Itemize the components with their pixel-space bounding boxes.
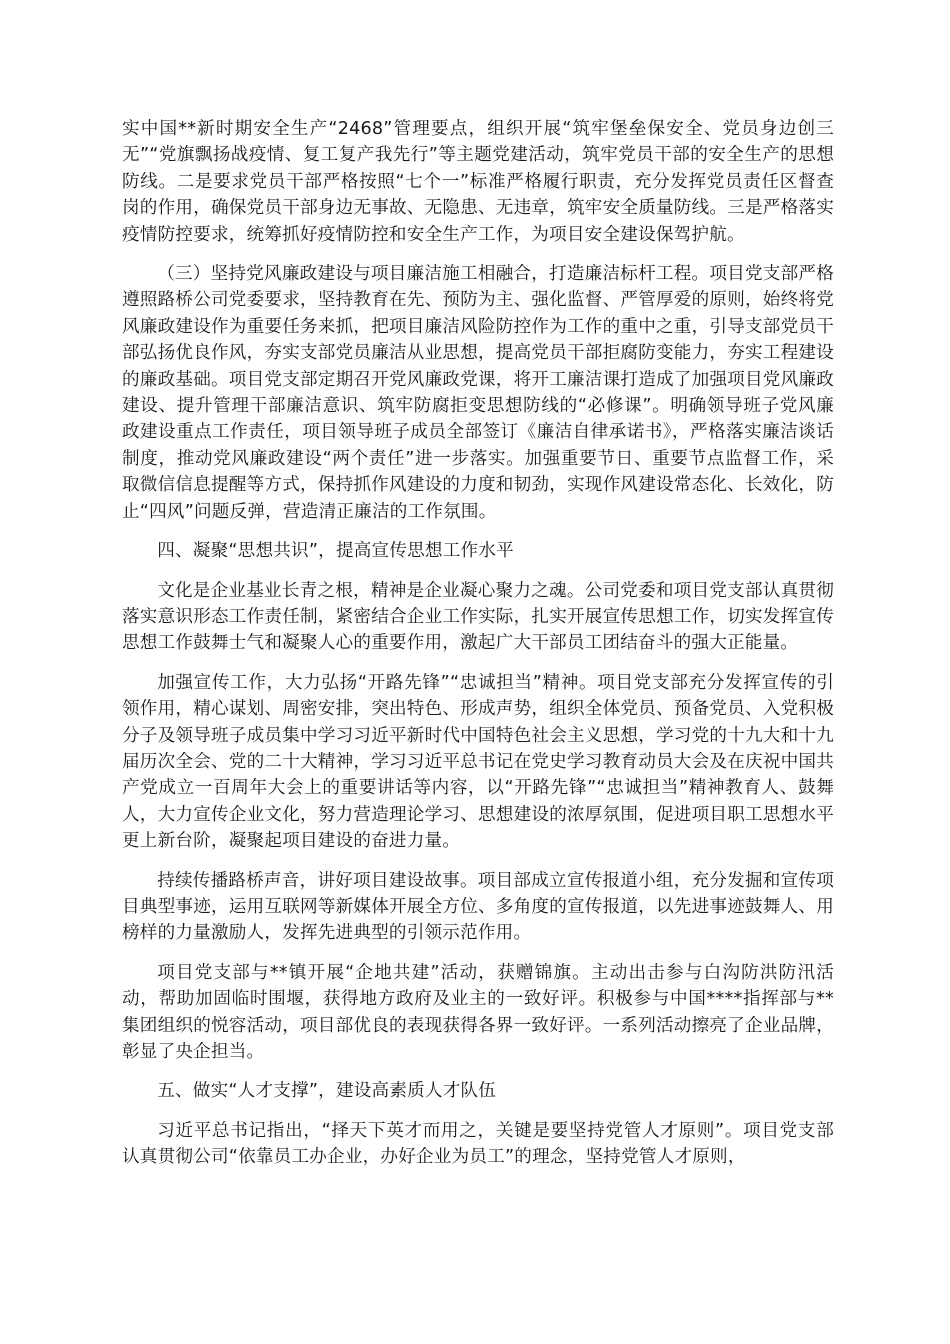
paragraph-project-stories: 持续传播路桥声音，讲好项目建设故事。项目部成立宣传报道小组，充分发掘和宣传项目典型事迹，运用互联网等新媒体开展全方位、多角度的宣传报道，以先进事迹鼓舞人、用榜样的力量激励人，发挥先进典型的引领示范作用。 [122, 870, 834, 944]
paragraph-talent: 习近平总书记指出，“择天下英才而用之，关键是要坚持党管人才原则”。项目党支部认真贯彻公司“依靠员工办企业，办好企业为员工”的理念，坚持党管人才原则， [122, 1120, 834, 1168]
document-page [122, 116, 834, 1184]
section-heading-five: 五、做实“人才支撑”，建设高素质人才队伍 [157, 1081, 497, 1102]
section-heading-four: 四、凝聚“思想共识”，提高宣传思想工作水平 [157, 541, 514, 562]
paragraph-co-building: 项目党支部与**镇开展“企地共建”活动，获赠锦旗。主动出击参与白沟防洪防汛活动，帮助加固临时围堰，获得地方政府及业主的一致好评。积极参与中国****指挥部与**集团组织的悦容活动，项目部优良的表现获得各界一致好评。一系列活动擦亮了企业品牌，彰显了央企担当。 [122, 962, 834, 1062]
paragraph-safety-continued: 实中国**新时期安全生产“2468”管理要点，组织开展“筑牢堡垒保安全、党员身边创三无”“党旗飘扬战疫情、复工复产我先行”等主题党建活动，筑牢党员干部的安全生产的思想防线。二是要求党员干部严格按照“七个一”标准严格履行职责，充分发挥党员责任区督查岗的作用，确保党员干部身边无事故、无隐患、无违章，筑牢安全质量防线。三是严格落实疫情防控要求，统筹抓好疫情防控和安全生产工作，为项目安全建设保驾护航。 [122, 119, 834, 245]
paragraph-culture: 文化是企业基业长青之根，精神是企业凝心聚力之魂。公司党委和项目党支部认真贯彻落实意识形态工作责任制，紧密结合企业工作实际，扎实开展宣传思想工作，切实发挥宣传思想工作鼓舞士气和凝聚人心的重要作用，激起广大干部员工团结奋斗的强大正能量。 [122, 580, 834, 654]
paragraph-integrity-construction: （三）坚持党风廉政建设与项目廉洁施工相融合，打造廉洁标杆工程。项目党支部严格遵照路桥公司党委要求，坚持教育在先、预防为主、强化监督、严管厚爱的原则，始终将党风廉政建设作为重要任务来抓，把项目廉洁风险防控作为工作的重中之重，引导支部党员干部弘扬优良作风，夯实支部党员廉洁从业思想，提高党员干部拒腐防变能力，夯实工程建设的廉政基础。项目党支部定期召开党风廉政党课，将开工廉洁课打造成了加强项目党风廉政建设、提升管理干部廉洁意识、筑牢防腐拒变思想防线的“必修课”。明确领导班子党风廉政建设重点工作责任，项目领导班子成员全部签订《廉洁自律承诺书》，严格落实廉洁谈话制度，推动党风廉政建设“两个责任”进一步落实。加强重要节日、重要节点监督工作，采取微信信息提醒等方式，保持抓作风建设的力度和韧劲，实现作风建设常态化、长效化，防止“四风”问题反弹，营造清正廉洁的工作氛围。 [122, 264, 834, 522]
paragraph-publicity-work: 加强宣传工作，大力弘扬“开路先锋”“忠诚担当”精神。项目党支部充分发挥宣传的引领作用，精心谋划、周密安排，突出特色、形成声势，组织全体党员、预备党员、入党积极分子及领导班子成员集中学习习近平新时代中国特色社会主义思想，学习党的十九大和十九届历次全会、党的二十大精神，学习习近平总书记在党史学习教育动员大会及在庆祝中国共产党成立一百周年大会上的重要讲话等内容，以“开路先锋”“忠诚担当”精神教育人、鼓舞人，大力宣传企业文化，努力营造理论学习、思想建设的浓厚氛围，促进项目职工思想水平更上新台阶，凝聚起项目建设的奋进力量。 [122, 672, 834, 852]
